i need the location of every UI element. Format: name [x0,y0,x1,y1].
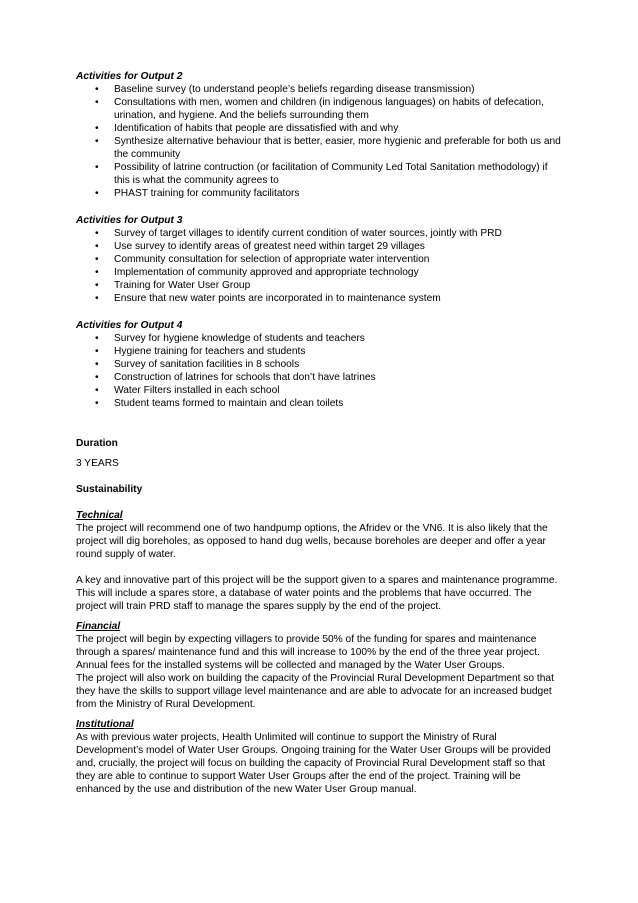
list-item: • Hygiene training for teachers and students [95,346,306,357]
bullet: • [95,162,99,173]
financial-paragraph-3: The project will also work on building the capacity of the Provincial Rural Development Department so that they have the skills to support village level maintenance and are able to advocate for an increased budget from the Ministry of Rural Development. [76,673,554,710]
bullet: • [95,372,99,383]
institutional-heading: Institutional [76,719,134,730]
institutional-paragraph-1: As with previous water projects, Health Unlimited will continue to support the Ministry of Rural Development’s model of Water User Groups. Ongoing training for the Water User Groups will be provided and, crucially, the project will focus on building the capacity of Provincial Rural Development staff so that they are able to continue to support Water User Groups after the end of the project. Training will be enhanced by the use and distribution of the new Water User Group manual. [76,732,551,795]
financial-paragraph-1: The project will begin by expecting villagers to provide 50% of the funding for spares and maintenance through a spares/ maintenance fund and this will increase to 100% by the end of the three year project. [76,634,540,658]
bullet: • [95,241,99,252]
bullet: • [95,254,99,265]
financial-paragraph-2: Annual fees for the installed systems will be collected and managed by the Water User Groups. [76,660,505,671]
list-item: • Student teams formed to maintain and clean toilets [95,398,344,409]
bullet: • [95,293,99,304]
list-item: • Survey of target villages to identify current condition of water sources, jointly with PRD [95,228,502,239]
technical-heading: Technical [76,510,123,521]
bullet: • [95,123,99,134]
output2-heading: Activities for Output 2 [76,71,183,82]
list-item: • Community consultation for selection of appropriate water intervention [95,254,430,265]
bullet: • [95,333,99,344]
output2-list [76,83,562,200]
output3-list [76,227,562,305]
list-item: • Water Filters installed in each school [95,385,280,396]
list-item: • PHAST training for community facilitators [95,188,300,199]
sustainability-heading: Sustainability [76,484,143,495]
technical-paragraph-2: A key and innovative part of this project will be the support given to a spares and maintenance programme. This will include a spares store, a database of water points and the problems that have occurred. The project will train PRD staff to manage the spares supply by the end of the project. [76,575,558,612]
technical-paragraph-1: The project will recommend one of two handpump options, the Afridev or the VN6. It is also likely that the project will dig boreholes, as opposed to hand dug wells, because boreholes are deeper and offer a year round supply of water. [76,523,548,560]
bullet: • [95,97,99,108]
list-item: • Baseline survey (to understand people’s beliefs regarding disease transmission) [95,84,475,95]
duration-value: 3 YEARS [76,458,119,469]
bullet: • [95,385,99,396]
bullet: • [95,136,99,147]
bullet: • [95,398,99,409]
bullet: • [95,228,99,239]
list-item: • Possibility of latrine contruction (or facilitation of Community Led Total Sanitation methodology) if this is what the community agrees to [95,162,548,186]
list-item: • Consultations with men, women and children (in indigenous languages) on habits of defecation, urination, and hygiene. And the beliefs surrounding them [95,97,544,121]
list-item: • Survey of sanitation facilities in 8 schools [95,359,300,370]
output4-heading: Activities for Output 4 [76,320,183,331]
list-item: • Use survey to identify areas of greatest need within target 29 villages [95,241,425,252]
list-item: • Survey for hygiene knowledge of students and teachers [95,333,365,344]
list-item: • Identification of habits that people are dissatisfied with and why [95,123,399,134]
bullet: • [95,84,99,95]
bullet: • [95,280,99,291]
list-item: • Training for Water User Group [95,280,251,291]
list-item: • Ensure that new water points are incorporated in to maintenance system [95,293,441,304]
list-item: • Construction of latrines for schools that don’t have latrines [95,372,376,383]
bullet: • [95,346,99,357]
output3-heading: Activities for Output 3 [76,215,183,226]
list-item: • Implementation of community approved and appropriate technology [95,267,419,278]
bullet: • [95,359,99,370]
bullet: • [95,188,99,199]
output4-list [76,332,562,410]
document-page [76,70,562,796]
list-item: • Synthesize alternative behaviour that is better, easier, more hygienic and preferable for both us and the community [95,136,561,160]
financial-heading: Financial [76,621,121,632]
bullet: • [95,267,99,278]
duration-heading: Duration [76,438,118,449]
